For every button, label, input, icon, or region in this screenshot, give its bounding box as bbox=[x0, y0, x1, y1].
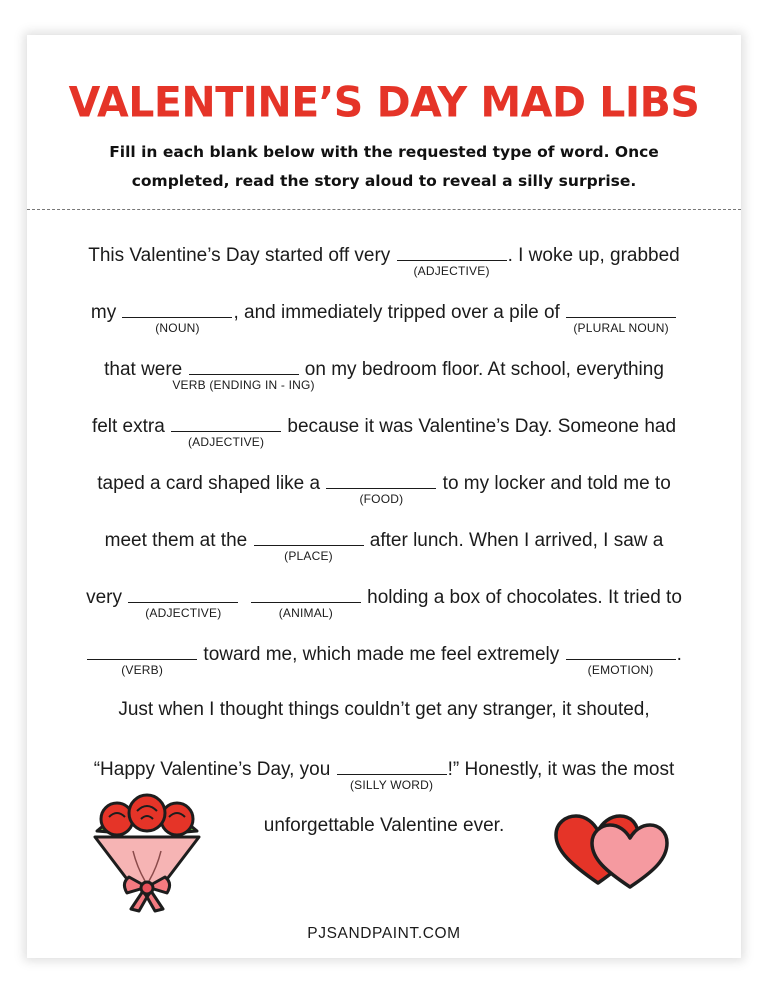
story-text: unforgettable Valentine ever. bbox=[263, 815, 505, 836]
story-text: . bbox=[676, 644, 682, 665]
blank-word-type-label: (ADJECTIVE) bbox=[145, 606, 222, 620]
fill-in-blank[interactable] bbox=[128, 584, 238, 620]
story-line bbox=[27, 242, 741, 278]
blank-word-type-label: (SILLY WORD) bbox=[349, 778, 434, 792]
story-text: . I woke up, grabbed bbox=[507, 245, 680, 266]
story-line bbox=[27, 470, 741, 506]
rose-bouquet-icon bbox=[91, 791, 203, 915]
story-text: very bbox=[86, 587, 128, 608]
story-line bbox=[27, 299, 741, 335]
story-text: Just when I thought things couldn’t get any stranger, it shouted, bbox=[118, 699, 650, 720]
story-text: because it was Valentine’s Day. Someone had bbox=[282, 416, 677, 437]
site-footer: PJSANDPAINT.COM bbox=[307, 925, 461, 942]
story-text: “Happy Valentine’s Day, you bbox=[93, 759, 336, 780]
story-text: meet them at the bbox=[104, 530, 253, 551]
blank-word-type-label: (PLURAL NOUN) bbox=[573, 321, 669, 335]
story-text: toward me, which made me feel extremely bbox=[198, 644, 565, 665]
fill-in-blank[interactable] bbox=[566, 641, 676, 677]
story-text: that were bbox=[104, 359, 188, 380]
blank-word-type-label: (FOOD) bbox=[359, 492, 404, 506]
fill-in-blank[interactable] bbox=[397, 242, 507, 278]
story-line bbox=[27, 413, 741, 449]
story-text: on my bedroom floor. At school, everything bbox=[299, 359, 664, 380]
story-line bbox=[27, 756, 741, 792]
story-text: holding a box of chocolates. It tried to bbox=[361, 587, 682, 608]
blank-word-type-label: (ANIMAL) bbox=[278, 606, 333, 620]
story-line bbox=[27, 584, 741, 620]
fill-in-blank[interactable] bbox=[172, 356, 315, 392]
fill-in-blank[interactable] bbox=[171, 413, 281, 449]
story-text: , and immediately tripped over a pile of bbox=[233, 302, 566, 323]
story-text: taped a card shaped like a bbox=[97, 473, 326, 494]
fill-in-blank[interactable] bbox=[337, 756, 447, 792]
instructions: Fill in each blank below with the requested type of word. Once completed, read the story aloud to reveal a silly surprise. bbox=[109, 143, 659, 190]
blank-word-type-label: (ADJECTIVE) bbox=[187, 435, 265, 449]
fill-in-blank[interactable] bbox=[122, 299, 232, 335]
fill-in-blank[interactable] bbox=[254, 527, 364, 563]
story-text: my bbox=[90, 302, 122, 323]
blank-word-type-label: (PLACE) bbox=[284, 549, 333, 563]
fill-in-blank[interactable] bbox=[326, 470, 436, 506]
story-line bbox=[27, 641, 741, 677]
story-text: after lunch. When I arrived, I saw a bbox=[364, 530, 664, 551]
blank-word-type-label: (VERB) bbox=[121, 663, 164, 677]
blank-word-type-label: VERB (ENDING IN - ING) bbox=[172, 378, 315, 392]
story-text: to my locker and told me to bbox=[437, 473, 671, 494]
story-line bbox=[27, 527, 741, 563]
page-title: VALENTINE’S DAY MAD LIBS bbox=[68, 77, 700, 127]
blank-word-type-label: (NOUN) bbox=[155, 321, 200, 335]
story-line bbox=[27, 356, 741, 392]
dashed-divider bbox=[27, 209, 741, 210]
fill-in-blank[interactable] bbox=[251, 584, 361, 620]
blank-word-type-label: (ADJECTIVE) bbox=[413, 264, 490, 278]
fill-in-blank[interactable] bbox=[87, 641, 197, 677]
story-text: felt extra bbox=[91, 416, 171, 437]
story-text bbox=[239, 587, 250, 608]
worksheet-page bbox=[27, 35, 741, 958]
blank-word-type-label: (EMOTION) bbox=[587, 663, 654, 677]
story-line bbox=[27, 698, 741, 722]
story-text: !” Honestly, it was the most bbox=[447, 759, 675, 780]
story-text: This Valentine’s Day started off very bbox=[88, 245, 396, 266]
two-hearts-icon bbox=[552, 813, 670, 889]
fill-in-blank[interactable] bbox=[566, 299, 676, 335]
